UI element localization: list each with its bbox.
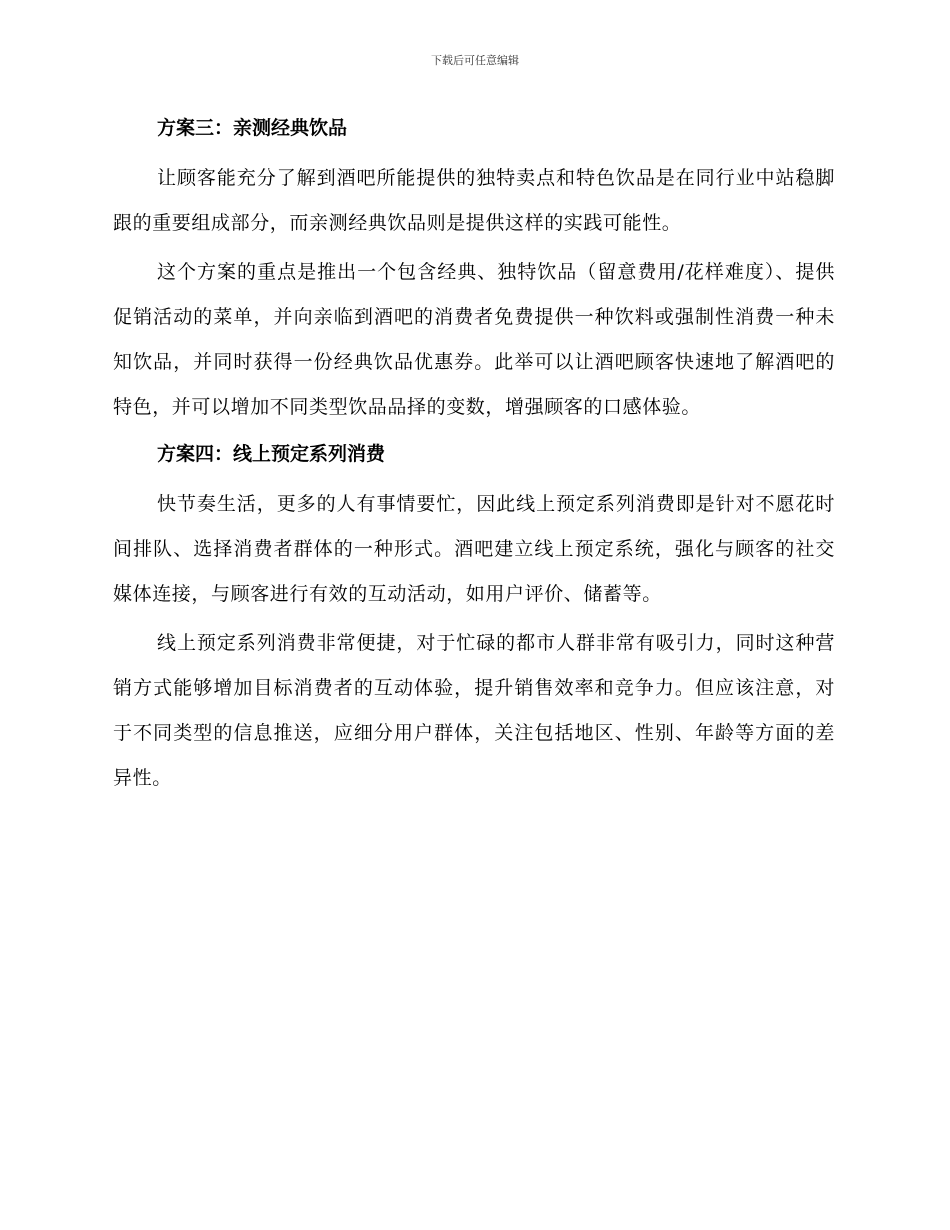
page-header: 下载后可任意编辑 — [431, 54, 519, 67]
section-heading: 方案四：线上预定系列消费 — [157, 443, 386, 465]
paragraph: 快节奏生活，更多的人有事情要忙，因此线上预定系列消费即是针对不愿花时间排队、选择消费者群体的一种形式。酒吧建立线上预定系统，强化与顾客的社交媒体连接，与顾客进行有效的互动活动，如用户评价、储蓄等。 — [113, 493, 835, 605]
section-plan-three — [113, 112, 835, 430]
paragraph: 这个方案的重点是推出一个包含经典、独特饮品（留意费用/花样难度）、提供促销活动的菜单，并向亲临到酒吧的消费者免费提供一种饮料或强制性消费一种未知饮品，并同时获得一份经典饮品优惠券。此举可以让酒吧顾客快速地了解酒吧的特色，并可以增加不同类型饮品品择的变数，增强顾客的口感体验。 — [113, 261, 835, 418]
document-body — [113, 112, 835, 805]
paragraph: 线上预定系列消费非常便捷，对于忙碌的都市人群非常有吸引力，同时这种营销方式能够增加目标消费者的互动体验，提升销售效率和竞争力。但应该注意，对于不同类型的信息推送，应细分用户群体，关注包括地区、性别、年龄等方面的差异性。 — [113, 632, 835, 789]
paragraph: 让顾客能充分了解到酒吧所能提供的独特卖点和特色饮品是在同行业中站稳脚跟的重要组成部分，而亲测经典饮品则是提供这样的实践可能性。 — [113, 167, 835, 234]
section-plan-four — [113, 438, 835, 801]
section-heading: 方案三：亲测经典饮品 — [157, 117, 348, 139]
